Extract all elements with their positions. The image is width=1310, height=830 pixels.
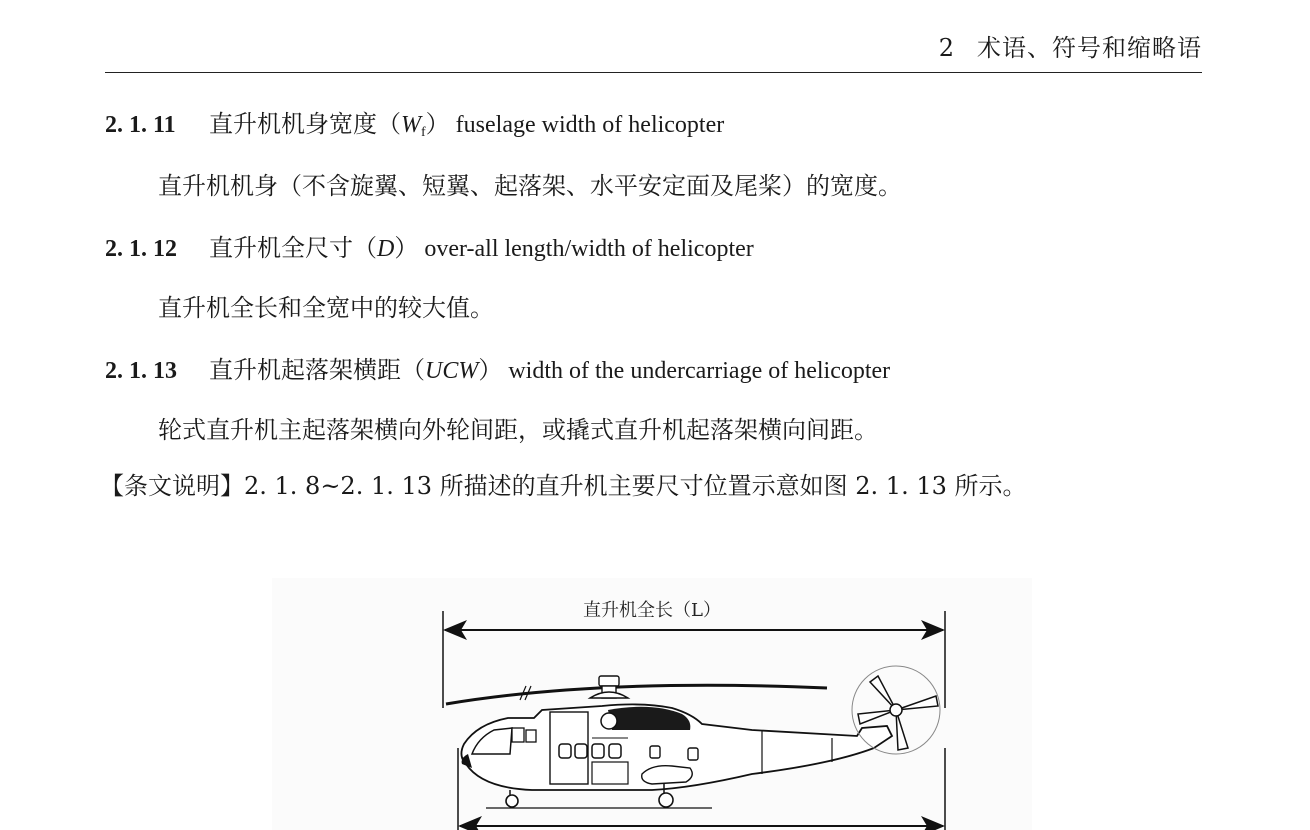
term-zh-name: 直升机起落架横距（ bbox=[209, 356, 425, 384]
helicopter-diagram bbox=[272, 578, 1032, 830]
term-zh-close: ） bbox=[478, 356, 503, 384]
cabin-window bbox=[559, 744, 571, 758]
term-heading-2-1-13 bbox=[105, 350, 890, 385]
nose-wheel bbox=[506, 795, 518, 807]
sponson bbox=[642, 766, 693, 784]
term-en-name: width of the undercarriage of helicopter bbox=[508, 358, 891, 384]
term-definition-2-1-11: 直升机机身（不含旋翼、短翼、起落架、水平安定面及尾桨）的宽度。 bbox=[158, 172, 902, 200]
chapter-title: 术语、符号和缩略语 bbox=[977, 34, 1202, 62]
term-number: 2. 1. 11 bbox=[105, 112, 176, 138]
term-zh-name: 直升机全尺寸（ bbox=[209, 234, 377, 262]
helicopter-dimension-figure bbox=[272, 578, 1032, 830]
cabin-window bbox=[592, 744, 604, 758]
term-en-name: over-all length/width of helicopter bbox=[424, 236, 754, 262]
term-symbol-subscript: f bbox=[421, 125, 426, 140]
term-heading-2-1-12 bbox=[105, 228, 754, 263]
cabin-window bbox=[650, 746, 660, 758]
term-zh-name: 直升机机身宽度（ bbox=[209, 110, 401, 138]
term-heading-2-1-11 bbox=[105, 104, 724, 141]
cabin-window bbox=[609, 744, 621, 758]
term-number: 2. 1. 12 bbox=[105, 236, 177, 262]
commentary-note: 【条文说明】2. 1. 8~2. 1. 13 所描述的直升机主要尺寸位置示意如图 2. 1. 13 所示。 bbox=[100, 472, 1027, 500]
term-symbol: UCW bbox=[425, 358, 479, 384]
main-wheel bbox=[659, 793, 673, 807]
overall-length-label: 直升机全长（L） bbox=[583, 600, 721, 621]
term-zh-close: ） bbox=[394, 234, 419, 262]
term-symbol: W bbox=[401, 112, 421, 138]
main-rotor-blade bbox=[446, 685, 827, 704]
term-en-name: fuselage width of helicopter bbox=[455, 112, 725, 138]
term-symbol: D bbox=[377, 236, 395, 262]
tail-rotor-hub bbox=[890, 704, 902, 716]
engine-intake bbox=[601, 713, 617, 729]
term-definition-2-1-13: 轮式直升机主起落架横向外轮间距，或撬式直升机起落架横向间距。 bbox=[158, 416, 878, 444]
term-definition-2-1-12: 直升机全长和全宽中的较大值。 bbox=[158, 294, 494, 322]
cabin-window bbox=[575, 744, 587, 758]
chapter-number: 2 bbox=[938, 34, 955, 62]
header-rule bbox=[105, 72, 1202, 73]
running-header bbox=[939, 28, 1202, 63]
rotor-head bbox=[599, 676, 619, 686]
cabin-window bbox=[688, 748, 698, 760]
term-number: 2. 1. 13 bbox=[105, 358, 177, 384]
term-zh-close: ） bbox=[425, 110, 450, 138]
